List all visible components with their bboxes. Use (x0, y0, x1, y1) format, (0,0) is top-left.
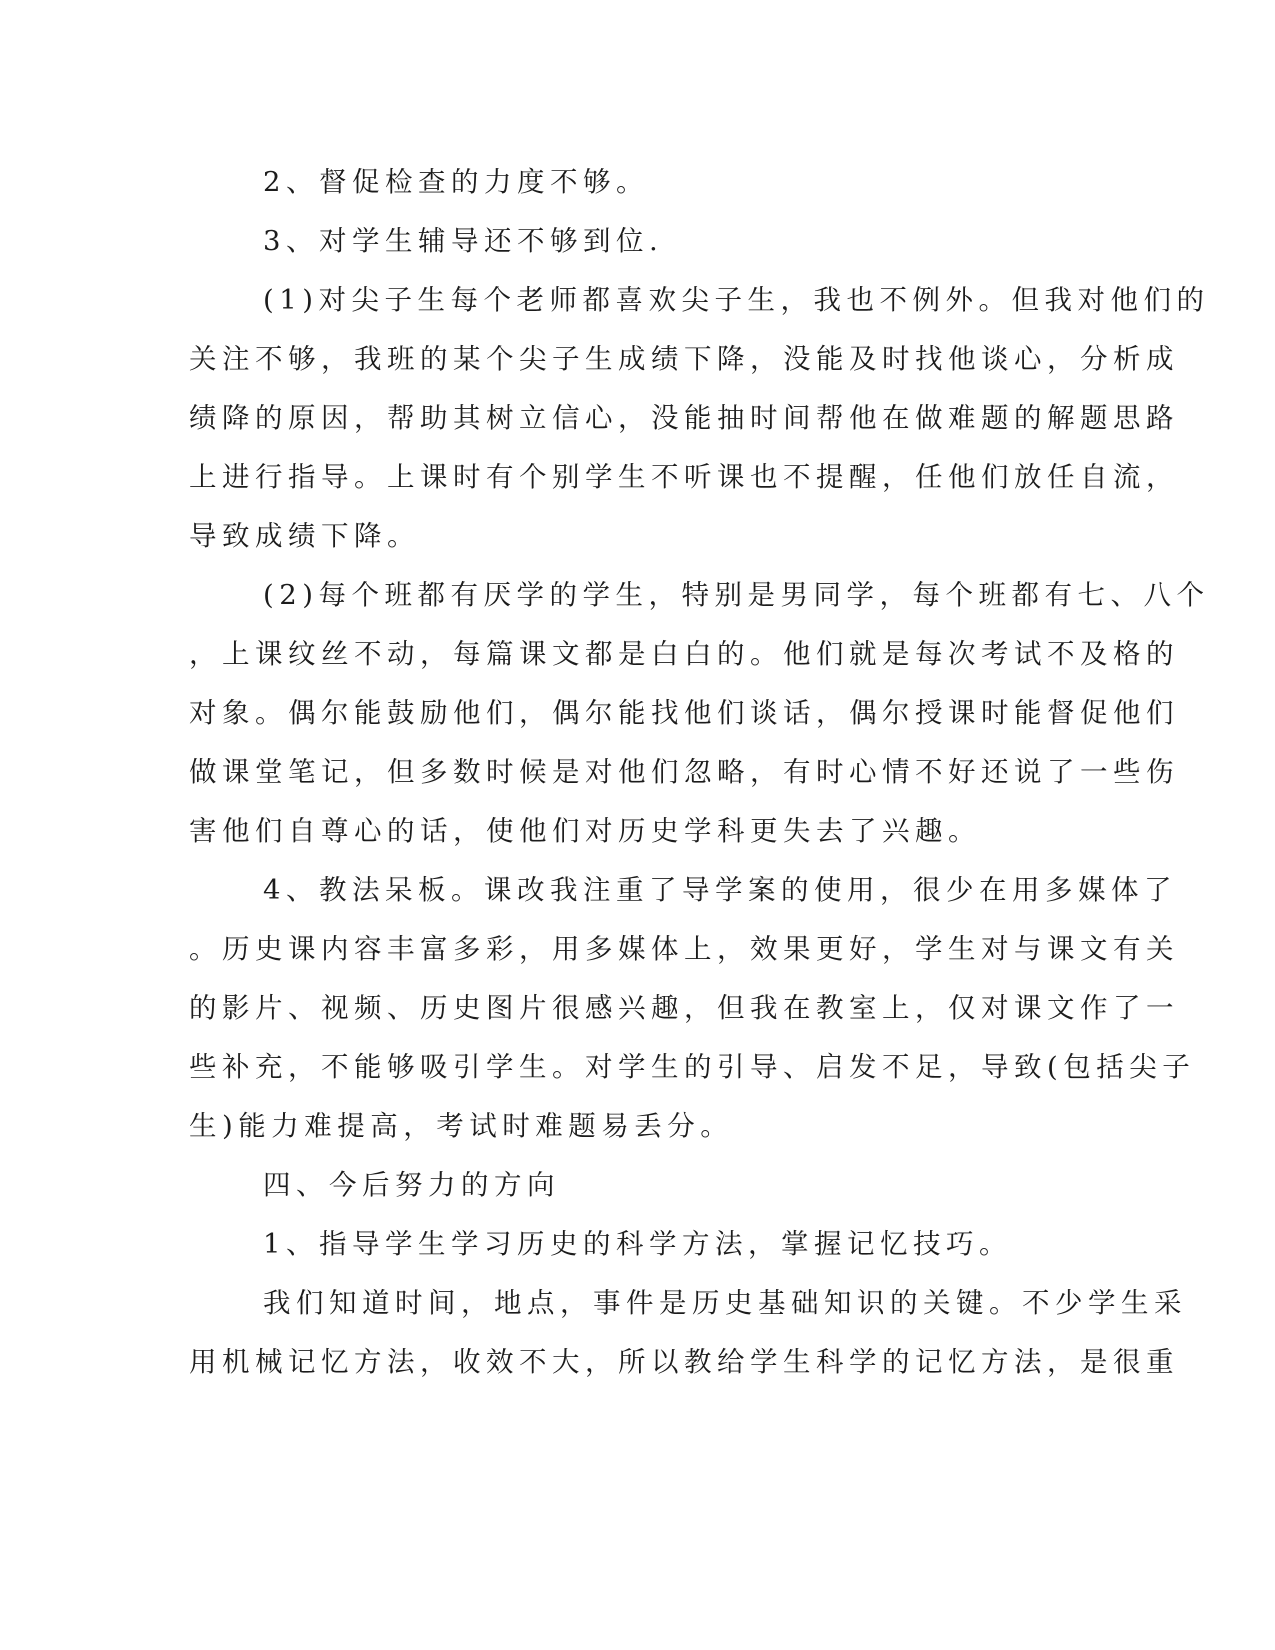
text-line: (1)对尖子生每个老师都喜欢尖子生，我也不例外。但我对他们的 (263, 284, 1210, 316)
text-line: 对象。偶尔能鼓励他们，偶尔能找他们谈话，偶尔授课时能督促他们 (189, 697, 1179, 729)
text-line: ，上课纹丝不动，每篇课文都是白白的。他们就是每次考试不及格的 (189, 638, 1179, 670)
text-line: (2)每个班都有厌学的学生，特别是男同学，每个班都有七、八个 (263, 579, 1210, 611)
text-line: 些补充，不能够吸引学生。对学生的引导、启发不足，导致(包括尖子 (189, 1051, 1196, 1083)
text-line: 1、指导学生学习历史的科学方法，掌握记忆技巧。 (263, 1228, 1012, 1260)
text-line: 导致成绩下降。 (189, 520, 420, 552)
text-line: 3、对学生辅导还不够到位. (263, 225, 664, 257)
text-line: 用机械记忆方法，收效不大，所以教给学生科学的记忆方法，是很重 (189, 1346, 1179, 1378)
text-line: 关注不够，我班的某个尖子生成绩下降，没能及时找他谈心，分析成 (189, 343, 1179, 375)
text-line: 我们知道时间，地点，事件是历史基础知识的关键。不少学生采 (263, 1287, 1187, 1319)
text-line: 上进行指导。上课时有个别学生不听课也不提醒，任他们放任自流， (189, 461, 1179, 493)
text-line: 生)能力难提高，考试时难题易丢分。 (189, 1110, 734, 1142)
section-heading: 四、今后努力的方向 (263, 1169, 560, 1201)
text-line: 的影片、视频、历史图片很感兴趣，但我在教室上，仅对课文作了一 (189, 992, 1179, 1024)
text-line: 4、教法呆板。课改我注重了导学案的使用，很少在用多媒体了 (263, 874, 1177, 906)
text-line: 。历史课内容丰富多彩，用多媒体上，效果更好，学生对与课文有关 (189, 933, 1179, 965)
text-line: 绩降的原因，帮助其树立信心，没能抽时间帮他在做难题的解题思路 (189, 402, 1179, 434)
text-line: 做课堂笔记，但多数时候是对他们忽略，有时心情不好还说了一些伤 (189, 756, 1179, 788)
text-line: 害他们自尊心的话，使他们对历史学科更失去了兴趣。 (189, 815, 981, 847)
text-line: 2、督促检查的力度不够。 (263, 166, 649, 198)
